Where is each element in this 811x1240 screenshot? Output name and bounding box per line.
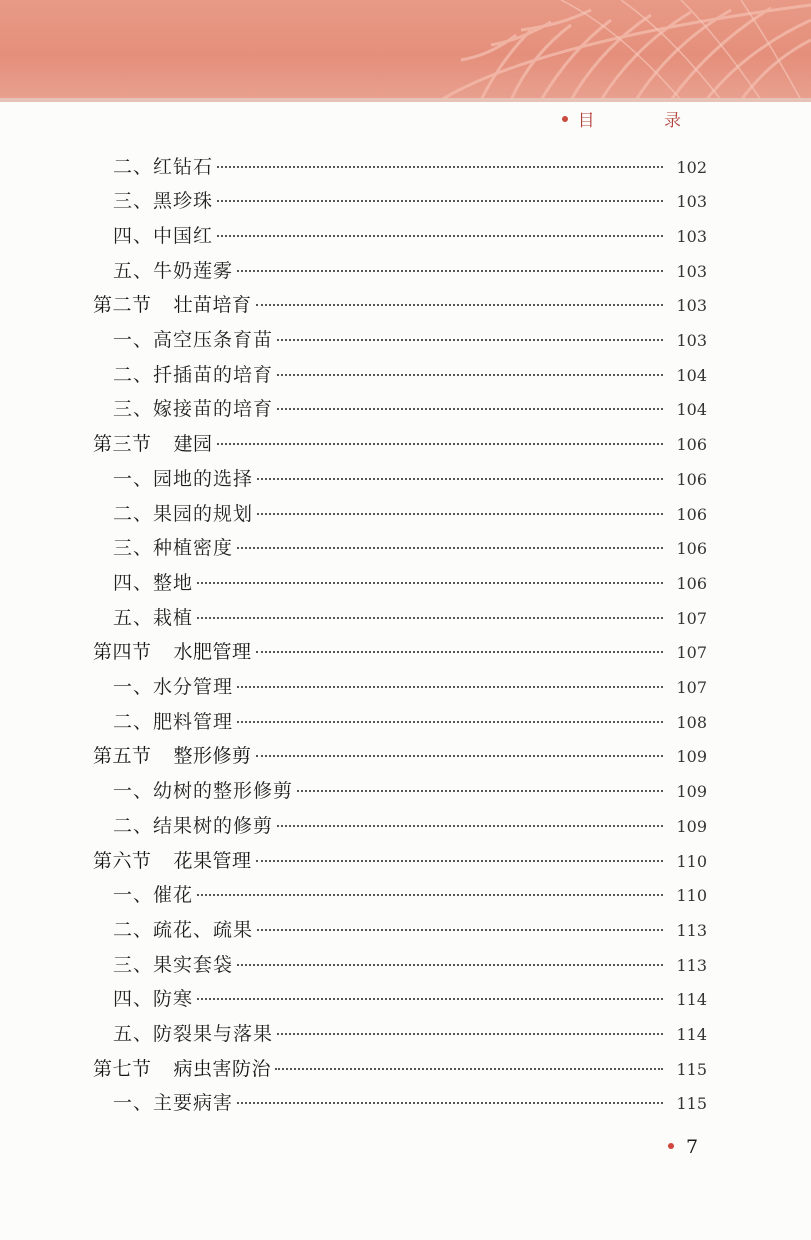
toc-page-number: 109 <box>676 816 707 836</box>
toc-entry <box>113 1019 707 1046</box>
dot-leader <box>217 200 663 202</box>
dot-leader <box>277 1033 663 1035</box>
toc-entry-row <box>0 356 811 390</box>
toc-title: 一、幼树的整形修剪 <box>113 780 294 803</box>
toc-entry <box>113 672 707 699</box>
toc-entry <box>113 499 707 526</box>
toc-entry-row <box>0 703 811 737</box>
toc-title <box>93 429 213 456</box>
toc-entry-row <box>0 807 811 841</box>
dot-leader <box>257 513 663 515</box>
toc-page-number: 114 <box>676 1025 707 1044</box>
toc-entry-row <box>0 1016 811 1050</box>
toc-section-row <box>0 287 811 321</box>
dot-leader <box>197 582 663 584</box>
toc-title: 三、黑珍珠 <box>113 190 214 213</box>
section-number: 第七节 <box>93 1057 152 1080</box>
toc-title: 三、种植密度 <box>113 537 234 560</box>
toc-section-row <box>0 842 811 876</box>
section-title: 花果管理 <box>173 849 252 872</box>
palm-leaf-decoration <box>421 0 811 100</box>
toc-page-number: 104 <box>676 400 707 420</box>
toc-entry <box>113 880 707 907</box>
toc-title: 三、果实套袋 <box>113 953 234 976</box>
toc-title: 三、嫁接苗的培育 <box>113 398 274 421</box>
toc-title: 四、整地 <box>113 571 194 594</box>
toc-section-row <box>0 634 811 668</box>
section-title: 病虫害防治 <box>173 1057 272 1080</box>
toc-entry <box>113 811 707 838</box>
dot-leader <box>256 651 663 653</box>
toc-entry <box>113 152 707 179</box>
page-number: 7 <box>686 1136 699 1158</box>
section-number: 第五节 <box>93 745 152 768</box>
section-title: 建园 <box>173 433 213 456</box>
toc-title: 一、主要病害 <box>113 1092 234 1115</box>
dot-leader <box>237 547 663 549</box>
toc-title: 一、园地的选择 <box>113 467 254 490</box>
toc-entry-row <box>0 460 811 494</box>
dot-leader <box>256 755 663 757</box>
toc-title: 二、扦插苗的培育 <box>113 363 274 386</box>
toc-page-number: 114 <box>676 990 707 1010</box>
dot-leader <box>217 443 663 445</box>
bullet-icon <box>668 1143 674 1149</box>
toc-title: 五、牛奶莲雾 <box>113 259 234 282</box>
toc-title: 一、高空压条育苗 <box>113 329 274 351</box>
dot-leader <box>277 825 663 827</box>
toc-page-number: 113 <box>676 920 707 940</box>
toc-entry-row <box>0 183 811 217</box>
running-header-text: 目 录 <box>577 111 713 131</box>
toc-page-number: 102 <box>676 157 707 177</box>
toc-page-number: 109 <box>676 782 707 802</box>
toc-entry-row <box>0 530 811 564</box>
toc-entry <box>113 221 707 248</box>
toc-section-row <box>0 426 811 460</box>
toc-entry <box>113 776 707 803</box>
toc-entry <box>93 741 707 768</box>
toc-entry <box>113 1088 707 1115</box>
section-number: 第三节 <box>93 433 152 456</box>
toc-page-number: 113 <box>676 955 707 975</box>
toc-page-number: 115 <box>676 1059 707 1079</box>
toc-title: 五、防裂果与落果 <box>113 1023 274 1045</box>
toc-title: 二、红钻石 <box>113 155 214 178</box>
toc-entry-row <box>0 1085 811 1119</box>
toc-page-number: 110 <box>676 886 707 906</box>
dot-leader <box>277 339 663 341</box>
toc-entry <box>93 290 707 317</box>
toc-entry-row <box>0 946 811 980</box>
toc-entry <box>113 984 707 1011</box>
toc-entry-row <box>0 911 811 945</box>
dot-leader <box>257 478 663 480</box>
toc-entry-row <box>0 217 811 251</box>
toc-page-number: 103 <box>676 296 707 316</box>
toc-entry <box>93 637 707 664</box>
toc-page-number: 103 <box>676 192 707 212</box>
toc-title: 二、果园的规划 <box>113 502 254 525</box>
toc-entry-row <box>0 391 811 425</box>
toc-page-number: 110 <box>676 851 707 871</box>
dot-leader <box>217 166 663 168</box>
toc-title: 二、肥料管理 <box>113 710 234 733</box>
dot-leader <box>197 998 663 1000</box>
dot-leader <box>217 235 663 237</box>
page-footer <box>668 1136 698 1158</box>
dot-leader <box>237 1102 663 1104</box>
toc-title: 四、防寒 <box>113 988 194 1011</box>
toc-page-number: 103 <box>676 331 707 350</box>
toc-title <box>93 846 252 873</box>
toc-page-number: 104 <box>676 365 707 385</box>
toc-title: 五、栽植 <box>113 606 194 629</box>
toc-entry-row <box>0 877 811 911</box>
toc-title: 二、结果树的修剪 <box>113 814 274 837</box>
toc-entry <box>113 360 707 387</box>
toc-entry-row <box>0 322 811 356</box>
toc-page-number: 109 <box>676 747 707 767</box>
toc-entry-row <box>0 599 811 633</box>
toc-entry <box>113 568 707 595</box>
banner-edge <box>0 98 811 102</box>
section-number: 第六节 <box>93 849 152 872</box>
toc-entry-row <box>0 981 811 1015</box>
toc-title: 一、水分管理 <box>113 676 234 698</box>
toc-page-number: 103 <box>676 226 707 246</box>
dot-leader <box>256 860 663 862</box>
bullet-icon <box>562 116 568 122</box>
toc-entry <box>93 429 707 456</box>
toc-title <box>93 637 252 664</box>
toc-page-number: 107 <box>676 608 707 628</box>
toc-entry <box>113 394 707 421</box>
section-title: 壮苗培育 <box>173 294 252 317</box>
toc-title: 一、催花 <box>113 884 194 907</box>
toc-page-number: 106 <box>676 573 707 593</box>
toc-page-number: 107 <box>676 678 707 697</box>
dot-leader <box>275 1068 663 1070</box>
dot-leader <box>197 617 663 619</box>
dot-leader <box>257 929 663 931</box>
header-banner <box>0 0 811 100</box>
toc-entry <box>113 603 707 630</box>
toc-page-number: 107 <box>676 643 707 663</box>
toc-entry <box>113 186 707 213</box>
toc-page-number: 106 <box>676 435 707 455</box>
toc-entry <box>93 1054 707 1081</box>
toc-page-number: 115 <box>676 1094 707 1114</box>
toc-entry <box>113 915 707 942</box>
toc-entry-row <box>0 148 811 182</box>
running-header <box>562 106 713 131</box>
toc-entry-row <box>0 564 811 598</box>
toc-entry <box>93 846 707 873</box>
toc-entry-row <box>0 495 811 529</box>
toc-page-number: 106 <box>676 504 707 524</box>
toc-section-row <box>0 1050 811 1084</box>
toc-entry <box>113 325 707 352</box>
toc-title <box>93 290 252 317</box>
toc-title: 四、中国红 <box>113 224 214 247</box>
toc-title <box>93 741 252 768</box>
dot-leader <box>237 270 663 272</box>
toc-entry <box>113 256 707 283</box>
toc-entry-row <box>0 669 811 703</box>
dot-leader <box>297 790 663 792</box>
section-number: 第二节 <box>93 294 152 317</box>
toc-title <box>93 1054 271 1081</box>
dot-leader <box>237 964 663 966</box>
toc-entry <box>113 950 707 977</box>
section-title: 整形修剪 <box>173 745 252 768</box>
toc-entry <box>113 707 707 734</box>
dot-leader <box>256 304 663 306</box>
section-title: 水肥管理 <box>173 641 252 664</box>
toc-page-number: 106 <box>676 469 707 489</box>
toc-entry-row <box>0 252 811 286</box>
toc-page-number: 108 <box>676 712 707 732</box>
dot-leader <box>237 721 663 723</box>
toc-entry <box>113 464 707 491</box>
toc-page-number: 106 <box>676 539 707 559</box>
dot-leader <box>277 408 663 410</box>
dot-leader <box>277 374 663 376</box>
toc-entry <box>113 533 707 560</box>
dot-leader <box>237 686 663 688</box>
dot-leader <box>197 894 663 896</box>
section-number: 第四节 <box>93 641 152 664</box>
toc-page-number: 103 <box>676 261 707 281</box>
toc-section-row <box>0 738 811 772</box>
toc-entry-row <box>0 773 811 807</box>
toc-title: 二、疏花、疏果 <box>113 918 254 941</box>
